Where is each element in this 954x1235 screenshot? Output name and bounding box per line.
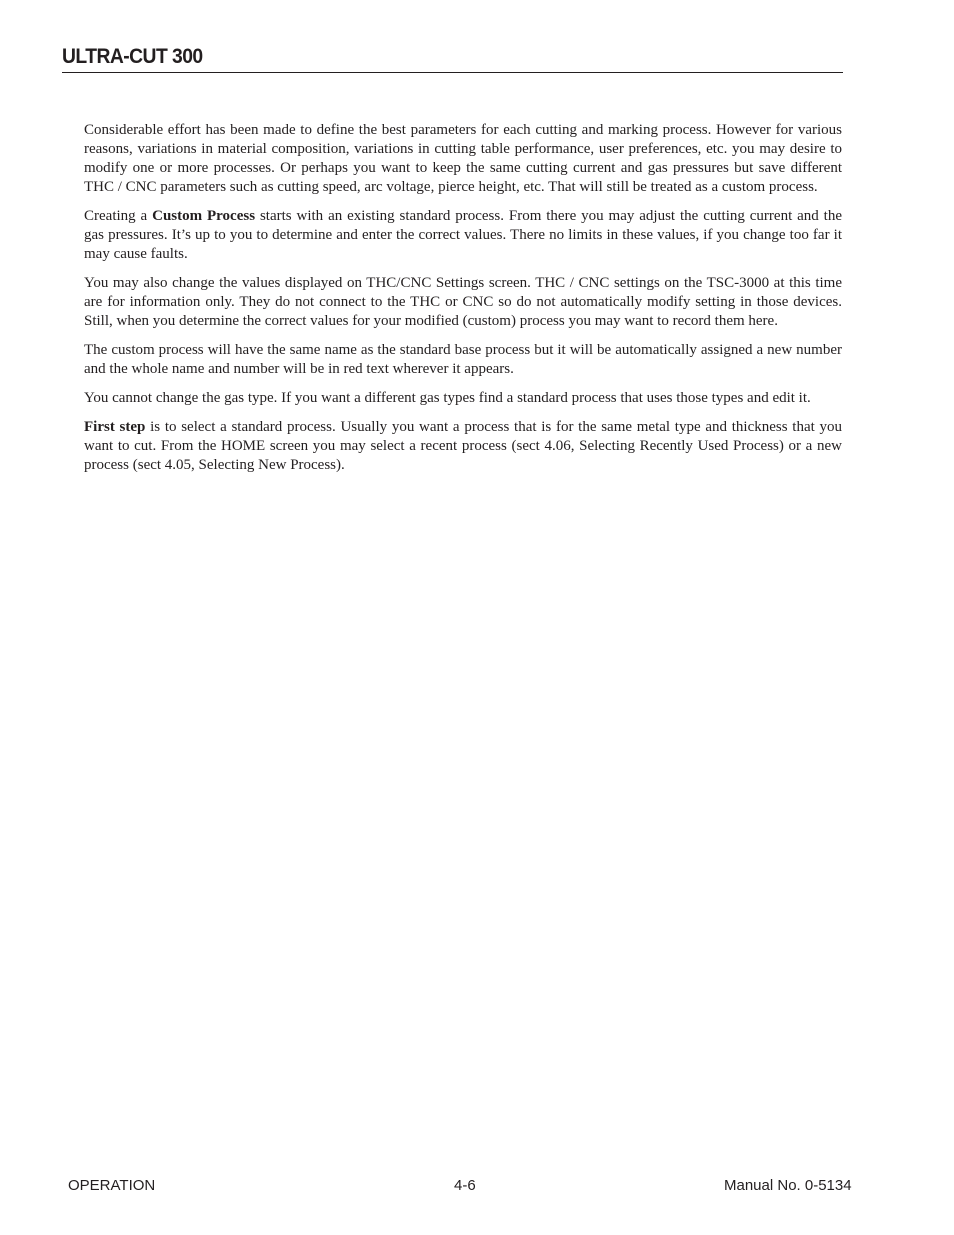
page-header-title: ULTRA-CUT 300 [62, 45, 203, 68]
paragraph-creating-custom-process [84, 207, 842, 264]
paragraph-intro-text: Considerable effort has been made to define the best parameters for each cutting and marking process. However for various reasons, variations in material composition, variations in cutting table performance, user preferences, etc. you may desire to modify one or more processes. Or perhaps you want to keep the same cutting current and gas pressures but save different THC / CNC parameters such as cutting speed, arc voltage, pierce height, etc. That will still be treated as a custom process. [84, 122, 842, 195]
header-rule [62, 72, 843, 73]
paragraph-creating-text: starts with an existing standard process. From there you may adjust the cutting current and the gas pressures. It’s up to you to determine and enter the correct values. There no limits in these values, if you change too far it may cause faults. [84, 208, 843, 262]
footer-section-label: OPERATION [68, 1177, 156, 1194]
footer-manual-number: Manual No. 0-5134 [724, 1177, 852, 1194]
paragraph-thc-cnc-settings [84, 274, 842, 331]
paragraph-gas-type-text: You cannot change the gas type. If you want a different gas types find a standard process that uses those types and edit it. [84, 390, 811, 406]
paragraph-first-step-text: is to select a standard process. Usually you want a process that is for the same metal type and thickness that you want to cut. From the HOME screen you may select a recent process (sect 4.06, Selecting Recently Used Process) or a new process (sect 4.05, Selecting New Process). [84, 419, 842, 473]
paragraph-thc-cnc-text: You may also change the values displayed on THC/CNC Settings screen. THC / CNC settings on the TSC-3000 at this time are for information only. They do not connect to the THC or CNC so do not automatically modify setting in those devices. Still, when you determine the correct values for your modified (custom) process you may want to record them here. [84, 275, 842, 329]
paragraph-custom-name [84, 341, 842, 379]
custom-process-term: Custom Process [152, 208, 256, 224]
paragraph-gas-type [84, 389, 842, 408]
paragraph-intro [84, 121, 842, 197]
body-text [84, 121, 842, 485]
paragraph-first-step [84, 418, 842, 475]
footer-page-number: 4-6 [454, 1177, 476, 1194]
paragraph-prefix: Creating a [84, 208, 153, 224]
first-step-term: First step [84, 419, 146, 435]
paragraph-custom-name-text: The custom process will have the same name as the standard base process but it will be automatically assigned a new number and the whole name and number will be in red text wherever it appears. [84, 342, 842, 377]
